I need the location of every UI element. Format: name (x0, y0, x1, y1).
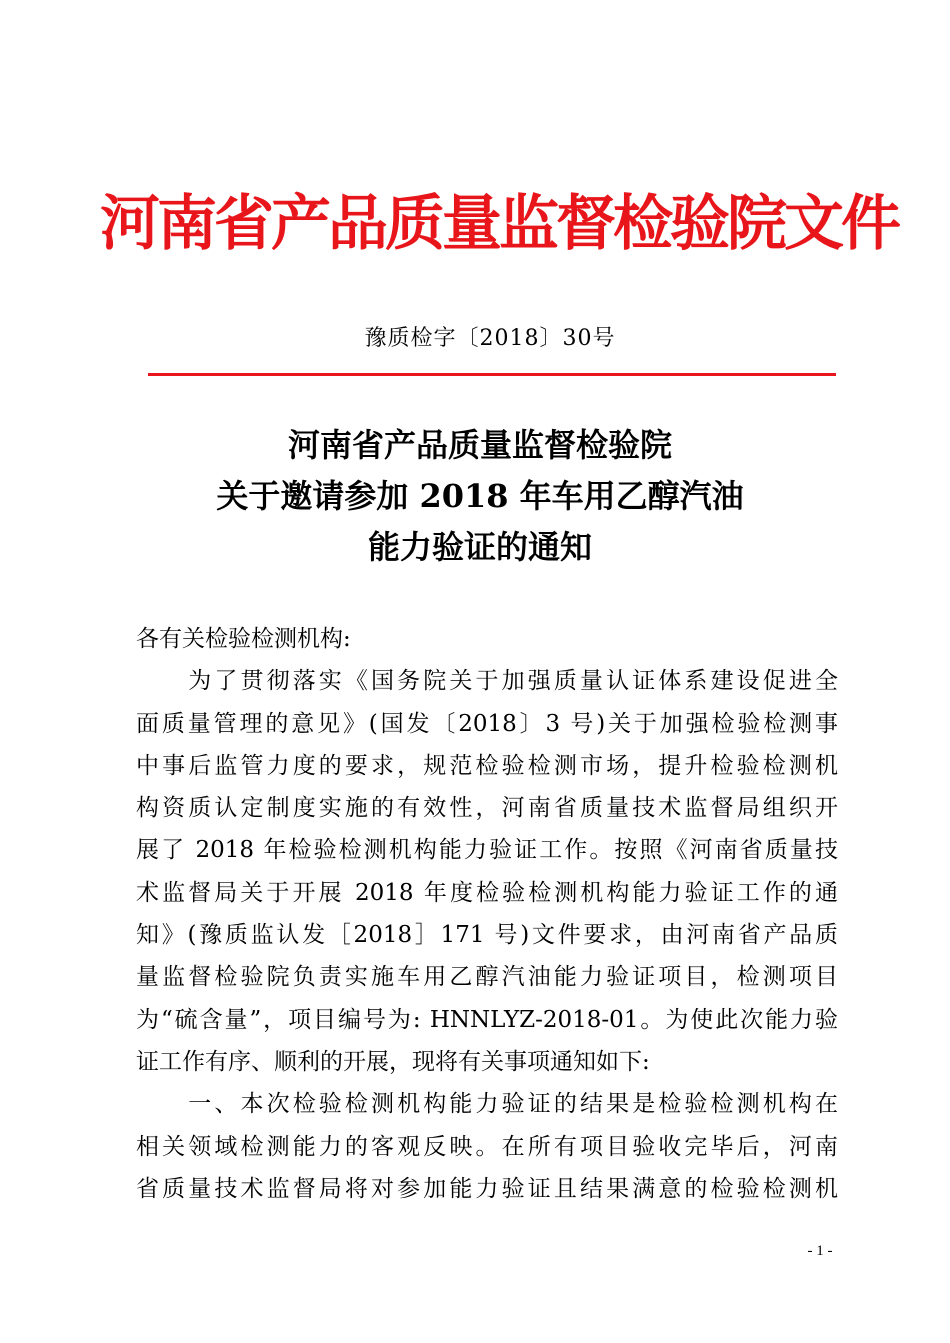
body-line: 为了贯彻落实《国务院关于加强质量认证体系建设促进全 (136, 668, 838, 695)
body-line: 相关领域检测能力的客观反映。在所有项目验收完毕后，河南 (136, 1133, 838, 1160)
document-number: 豫质检字〔2018〕30号 (364, 326, 616, 351)
body-line: 量监督检验院负责实施车用乙醇汽油能力验证项目，检测项目 (136, 964, 838, 991)
body-line: 中事后监管力度的要求，规范检验检测市场，提升检验检测机 (136, 752, 838, 779)
body-line: 术监督局关于开展 2018 年度检验检测机构能力验证工作的通 (136, 879, 838, 906)
title-line-3: 能力验证的通知 (367, 528, 592, 566)
title-line-1: 河南省产品质量监督检验院 (287, 426, 672, 464)
salutation: 各有关检验检测机构: (136, 626, 351, 652)
organization-header-title: 河南省产品质量监督检验院文件 (100, 189, 898, 259)
notice-body (136, 618, 838, 1210)
body-line: 省质量技术监督局将对参加能力验证且结果满意的检验检测机 (136, 1175, 838, 1202)
red-divider-line (148, 373, 836, 376)
page-number: - 1 - (807, 1243, 833, 1259)
body-line: 为“硫含量”，项目编号为: HNNLYZ-2018-01。为使此次能力验 (136, 1006, 838, 1033)
body-line: 一、本次检验检测机构能力验证的结果是检验检测机构在 (136, 1091, 838, 1118)
body-line: 知》(豫质监认发［2018］171 号)文件要求，由河南省产品质 (136, 922, 838, 949)
title-line-2: 关于邀请参加 2018 年车用乙醇汽油 (216, 477, 744, 515)
body-line: 展了 2018 年检验检测机构能力验证工作。按照《河南省质量技 (136, 837, 838, 864)
body-line: 证工作有序、顺利的开展，现将有关事项通知如下: (136, 1048, 650, 1075)
body-line: 面质量管理的意见》(国发〔2018〕3 号)关于加强检验检测事 (136, 710, 838, 737)
notice-title (120, 420, 840, 573)
body-line: 构资质认定制度实施的有效性，河南省质量技术监督局组织开 (136, 795, 838, 822)
